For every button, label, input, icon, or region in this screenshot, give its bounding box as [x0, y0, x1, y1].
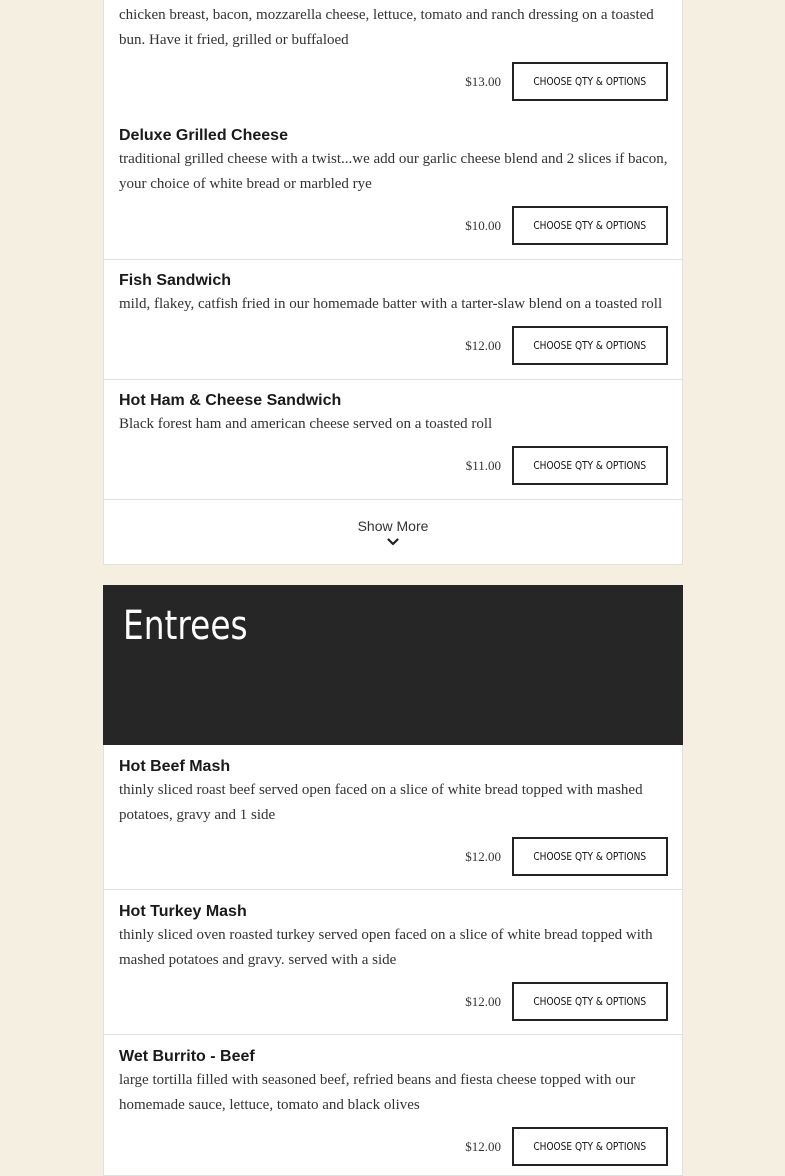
- item-description: large tortilla filled with seasoned beef, refried beans and fiesta cheese topped with our homemade sauce, lettuce, tomato and black olives: [119, 1072, 636, 1113]
- item-description: Black forest ham and american cheese served on a toasted roll: [119, 416, 493, 432]
- item-name: Hot Ham & Cheese Sandwich: [119, 392, 342, 409]
- menu-item-card: [103, 115, 683, 260]
- menu-item-card: [103, 890, 683, 1035]
- menu-item-card: [103, 0, 683, 116]
- choose-options-button[interactable]: CHOOSE QTY & OPTIONS: [512, 62, 668, 101]
- item-name: Deluxe Grilled Cheese: [119, 127, 288, 144]
- item-description: thinly sliced oven roasted turkey served open faced on a slice of white bread topped with mashed potatoes and gravy. served with a side: [119, 927, 653, 968]
- item-price: $12.00: [465, 338, 501, 353]
- item-description: chicken breast, bacon, mozzarella cheese, lettuce, tomato and ranch dressing on a toasted bun. Have it fried, grilled or buffaloed: [119, 7, 654, 48]
- menu-item-card: [103, 380, 683, 500]
- show-more-row: [103, 500, 683, 565]
- section-header: [103, 585, 683, 745]
- item-name: Hot Beef Mash: [119, 758, 231, 775]
- item-name: Fish Sandwich: [119, 272, 232, 289]
- chevron-down-icon: [387, 538, 399, 546]
- item-name: Wet Burrito - Beef: [119, 1048, 255, 1065]
- item-price: $13.00: [465, 74, 501, 89]
- item-description: mild, flakey, catfish fried in our homemade batter with a tarter-slaw blend on a toasted roll: [119, 296, 663, 312]
- item-price: $11.00: [465, 458, 501, 473]
- item-price: $12.00: [465, 849, 501, 864]
- item-name: Hot Turkey Mash: [119, 903, 247, 920]
- item-price: $12.00: [465, 1139, 501, 1154]
- menu-item-card: [103, 260, 683, 380]
- choose-options-button[interactable]: CHOOSE QTY & OPTIONS: [512, 206, 668, 245]
- item-description: thinly sliced roast beef served open faced on a slice of white bread topped with mashed potatoes, gravy and 1 side: [119, 782, 643, 823]
- show-more-label: Show More: [357, 518, 429, 534]
- choose-options-button[interactable]: CHOOSE QTY & OPTIONS: [512, 446, 668, 485]
- item-price: $12.00: [465, 994, 501, 1009]
- item-price: $10.00: [465, 218, 501, 233]
- choose-options-button[interactable]: CHOOSE QTY & OPTIONS: [512, 1127, 668, 1166]
- item-description: traditional grilled cheese with a twist...we add our garlic cheese blend and 2 slices if bacon, your choice of white bread or marbled rye: [119, 151, 668, 192]
- section-title: Entrees: [123, 603, 248, 649]
- menu-item-card: [103, 745, 683, 890]
- menu-item-card: [103, 1035, 683, 1176]
- choose-options-button[interactable]: CHOOSE QTY & OPTIONS: [512, 982, 668, 1021]
- choose-options-button[interactable]: CHOOSE QTY & OPTIONS: [512, 326, 668, 365]
- show-more-button[interactable]: [104, 518, 682, 546]
- choose-options-button[interactable]: CHOOSE QTY & OPTIONS: [512, 837, 668, 876]
